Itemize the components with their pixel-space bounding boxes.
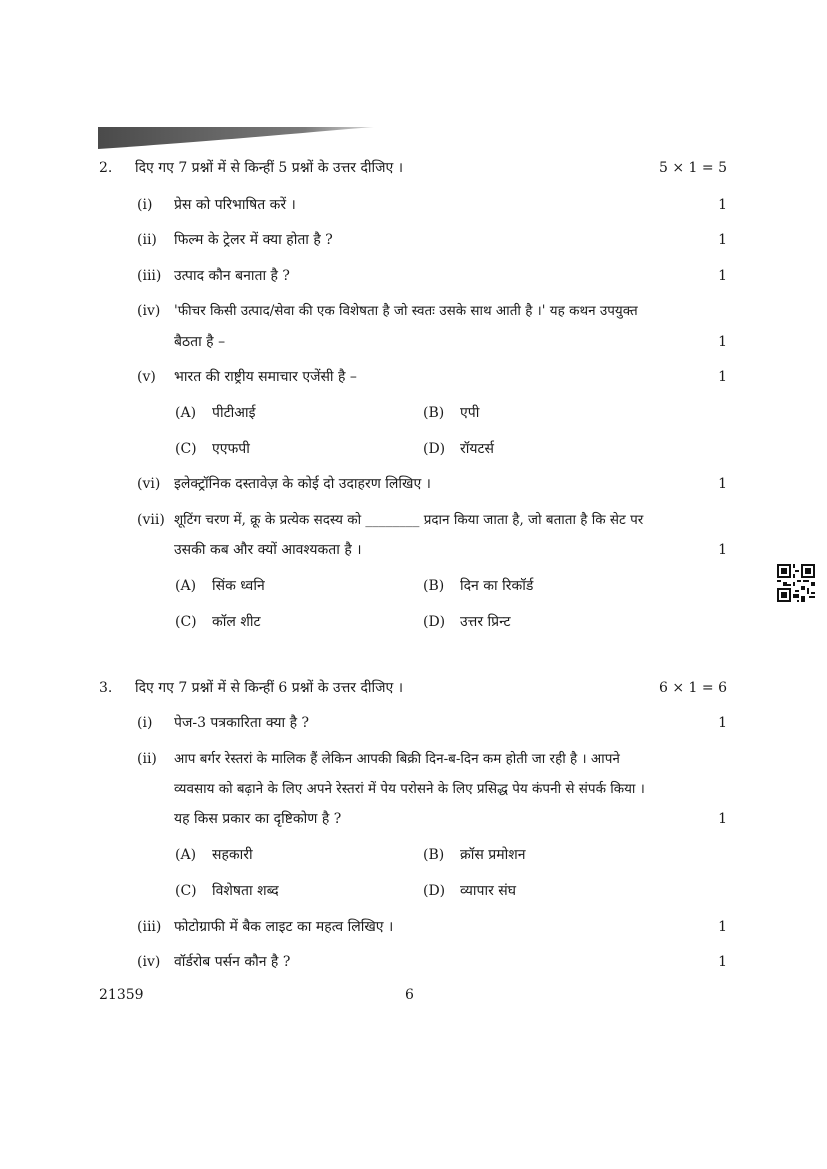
q2-vii-option-c-text: कॉल शीट xyxy=(212,614,261,630)
q2-vii-option-d-label: (D) xyxy=(423,614,446,630)
q3-ii-option-d-text: व्यापार संघ xyxy=(460,883,517,899)
q2-item-vii-marks: 1 xyxy=(718,542,727,558)
q2-item-iv-text-line2: बैठता है – xyxy=(174,334,226,350)
q3-item-ii-text-line3: यह किस प्रकार का दृष्टिकोण है ? xyxy=(174,811,342,827)
q2-item-ii-label: (ii) xyxy=(137,232,157,248)
q3-item-iii-label: (iii) xyxy=(137,919,162,935)
footer-paper-code: 21359 xyxy=(99,987,144,1003)
q3-ii-option-a-label: (A) xyxy=(175,847,197,863)
q2-vii-option-d-text: उत्तर प्रिन्ट xyxy=(460,614,511,630)
q3-item-ii-text-line2: व्यवसाय को बढ़ाने के लिए अपने रेस्तरां में पेय परोसने के लिए प्रसिद्ध पेय कंपनी से संपर्क किया । xyxy=(174,781,645,797)
header-decorative-bar xyxy=(98,127,374,149)
q3-ii-option-c-label: (C) xyxy=(175,883,197,899)
q2-v-option-c-label: (C) xyxy=(175,441,197,457)
q3-ii-option-c-text: विशेषता शब्द xyxy=(212,883,279,899)
q2-vii-option-b-text: दिन का रिकॉर्ड xyxy=(460,578,534,594)
q2-item-iv-label: (iv) xyxy=(137,303,161,319)
q2-v-option-a-text: पीटीआई xyxy=(212,405,256,421)
q2-v-option-d-text: रॉयटर्स xyxy=(460,441,494,457)
q2-item-iv-text: 'फीचर किसी उत्पाद/सेवा की एक विशेषता है जो स्वतः उसके साथ आती है ।' यह कथन उपयुक्त xyxy=(174,303,638,319)
q2-vii-option-a-text: सिंक ध्वनि xyxy=(212,578,265,594)
question-3-marks: 6 × 1 = 6 xyxy=(659,680,727,696)
q3-ii-option-d-label: (D) xyxy=(423,883,446,899)
q2-item-ii-text: फिल्म के ट्रेलर में क्या होता है ? xyxy=(174,232,333,248)
q2-item-vii-text: शूटिंग चरण में, क्रू के प्रत्येक सदस्य को ________ प्रदान किया जाता है, जो बताता है कि सेट पर xyxy=(174,512,644,528)
q2-item-vi-marks: 1 xyxy=(718,476,727,492)
q2-item-i-marks: 1 xyxy=(718,197,727,213)
q3-ii-option-b-label: (B) xyxy=(423,847,445,863)
qr-code-icon xyxy=(777,564,815,602)
q3-item-iii-marks: 1 xyxy=(718,919,727,935)
question-3-instruction: दिए गए 7 प्रश्नों में से किन्हीं 6 प्रश्नों के उत्तर दीजिए । xyxy=(135,680,404,696)
q3-item-i-marks: 1 xyxy=(718,715,727,731)
q2-item-ii-marks: 1 xyxy=(718,232,727,248)
q3-item-ii-marks: 1 xyxy=(718,811,727,827)
q3-ii-option-b-text: क्रॉस प्रमोशन xyxy=(460,847,526,863)
q2-item-v-label: (v) xyxy=(137,369,156,385)
question-2-number: 2. xyxy=(99,160,113,176)
question-2-instruction: दिए गए 7 प्रश्नों में से किन्हीं 5 प्रश्नों के उत्तर दीजिए । xyxy=(135,160,404,176)
q2-v-option-d-label: (D) xyxy=(423,441,446,457)
q2-item-i-label: (i) xyxy=(137,197,153,213)
q2-item-iii-marks: 1 xyxy=(718,268,727,284)
q3-item-ii-text: आप बर्गर रेस्तरां के मालिक हैं लेकिन आपकी बिक्री दिन-ब-दिन कम होती जा रही है । आपने xyxy=(174,751,620,767)
q2-v-option-a-label: (A) xyxy=(175,405,197,421)
q3-item-iv-text: वॉर्डरोब पर्सन कौन है ? xyxy=(174,954,291,970)
q3-item-ii-label: (ii) xyxy=(137,751,157,767)
q2-item-vi-text: इलेक्ट्रॉनिक दस्तावेज़ के कोई दो उदाहरण लिखिए । xyxy=(174,476,431,492)
q2-vii-option-c-label: (C) xyxy=(175,614,197,630)
q2-item-vii-text-line2: उसकी कब और क्यों आवश्यकता है । xyxy=(174,542,362,558)
question-3-number: 3. xyxy=(99,680,113,696)
q2-item-iii-text: उत्पाद कौन बनाता है ? xyxy=(174,268,290,284)
q2-item-v-marks: 1 xyxy=(718,369,727,385)
q2-vii-option-a-label: (A) xyxy=(175,578,197,594)
q2-item-vii-label: (vii) xyxy=(137,512,165,528)
question-2-marks: 5 × 1 = 5 xyxy=(659,160,727,176)
q3-item-i-text: पेज-3 पत्रकारिता क्या है ? xyxy=(174,715,309,731)
q2-v-option-b-text: एपी xyxy=(460,405,480,421)
q2-v-option-c-text: एएफपी xyxy=(212,441,250,457)
q2-item-iv-marks: 1 xyxy=(718,334,727,350)
q3-item-iv-marks: 1 xyxy=(718,954,727,970)
q2-vii-option-b-label: (B) xyxy=(423,578,445,594)
footer-page-number: 6 xyxy=(405,987,414,1003)
q2-v-option-b-label: (B) xyxy=(423,405,445,421)
q2-item-i-text: प्रेस को परिभाषित करें । xyxy=(174,197,296,213)
q3-ii-option-a-text: सहकारी xyxy=(212,847,253,863)
q2-item-vi-label: (vi) xyxy=(137,476,161,492)
q3-item-iii-text: फोटोग्राफी में बैक लाइट का महत्व लिखिए । xyxy=(174,919,394,935)
q3-item-i-label: (i) xyxy=(137,715,153,731)
q3-item-iv-label: (iv) xyxy=(137,954,161,970)
q2-item-iii-label: (iii) xyxy=(137,268,162,284)
q2-item-v-text: भारत की राष्ट्रीय समाचार एजेंसी है – xyxy=(174,369,357,385)
